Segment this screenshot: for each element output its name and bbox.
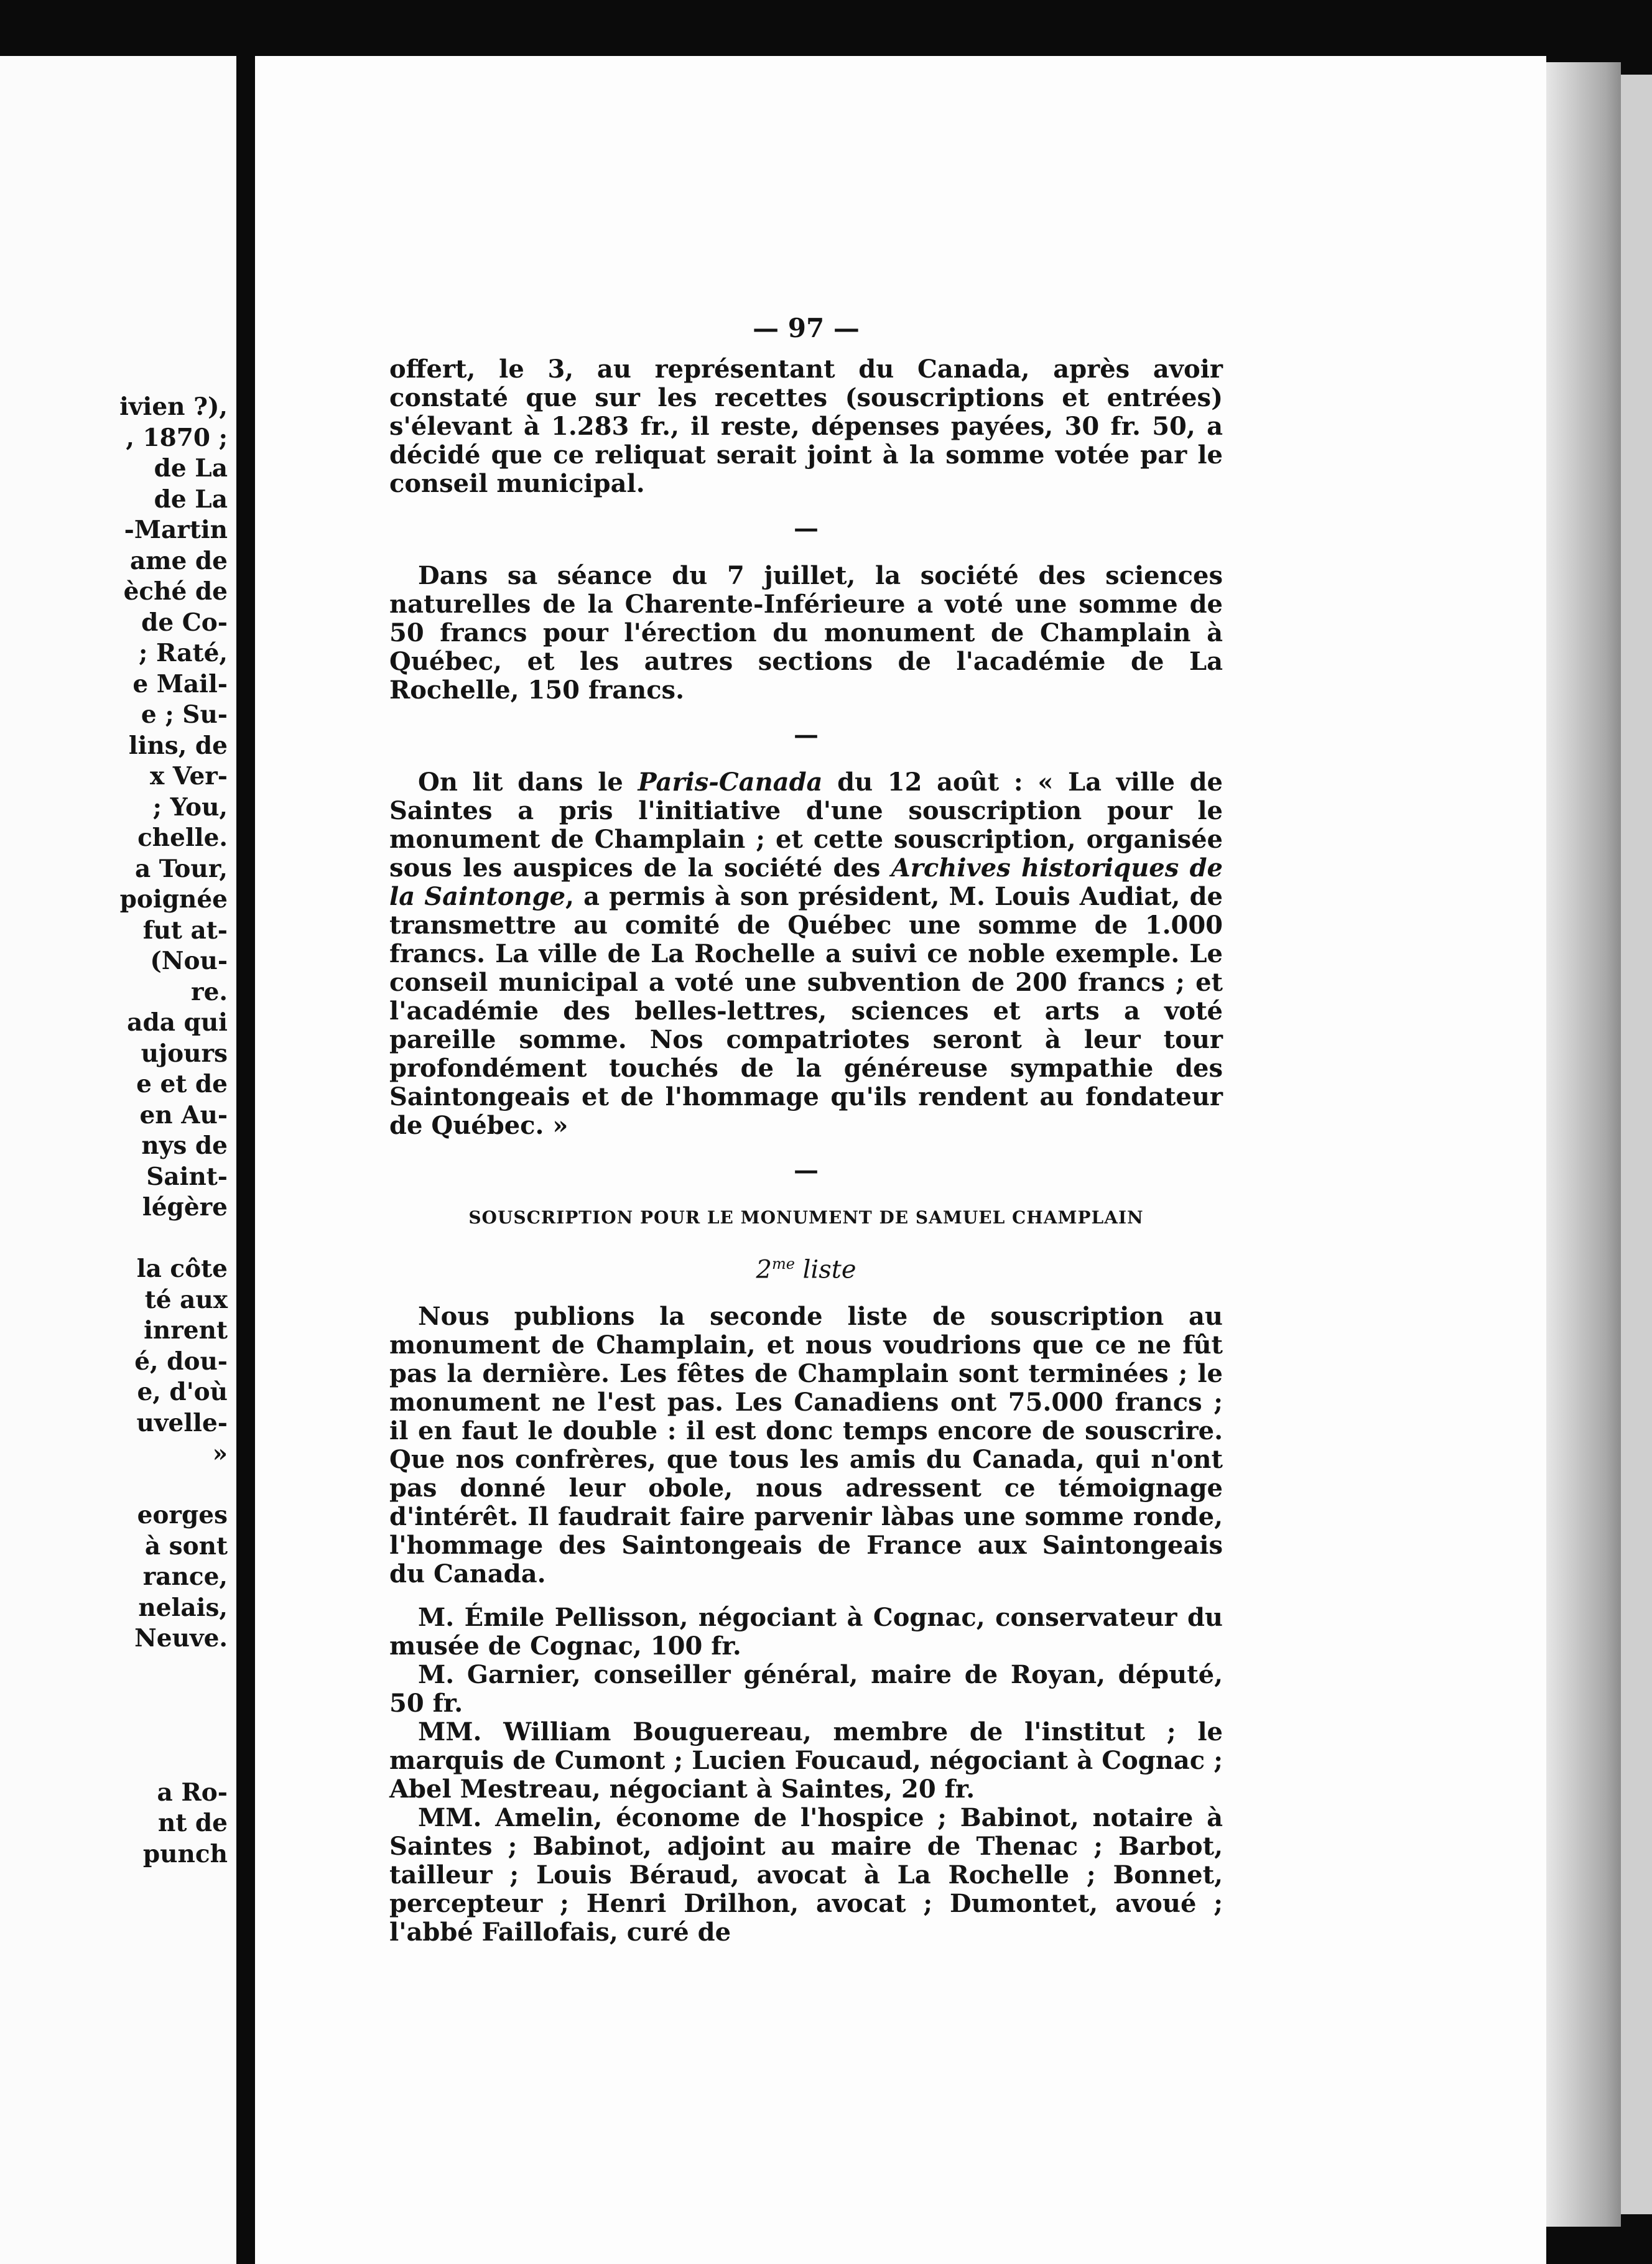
previous-page-fragment: Saint-: [146, 1162, 228, 1191]
list-item: MM. William Bouguereau, membre de l'institut ; le marquis de Cumont ; Lucien Foucaud, négociant à Cognac ; Abel Mestreau, négociant à Saintes, 20 fr.: [389, 1717, 1223, 1804]
para3-text-a: On lit dans le: [418, 768, 638, 797]
previous-page-fragment: ; Raté,: [139, 639, 228, 667]
list-word: liste: [794, 1255, 856, 1284]
journal-title: Paris-Canada: [638, 768, 823, 797]
list-item: M. Garnier, conseiller général, maire de Royan, député, 50 fr.: [389, 1660, 1223, 1719]
previous-page-fragment: »: [212, 1439, 228, 1468]
para3-text-c: , a permis à son président, M. Louis Audiat, de transmettre au comité de Québec une somme de 1.000 francs. La ville de La Rochelle a suivi ce noble exemple. Le conseil municipal a voté une subvention de 200 francs ; et l'académie des belles-lettres, sciences et arts a voté pareille somme. Nos compatriotes seront à leur tour profondément touchés de la généreuse sympathie des Saintongeais et de l'hommage qu'ils rendent au fondateur de Québec. »: [389, 882, 1223, 1140]
previous-page-fragment: la côte: [136, 1255, 228, 1283]
paragraph-2: Dans sa séance du 7 juillet, la société des sciences naturelles de la Charente-Inférieure a voté une somme de 50 francs pour l'érection du monument de Champlain à Québec, et les autres sections de l'académie de La Rochelle, 150 francs.: [389, 561, 1223, 705]
previous-page-fragment: à sont: [144, 1531, 228, 1561]
previous-page-fragment: e ; Su-: [141, 700, 228, 729]
subscriber-list: [389, 1603, 1223, 1947]
previous-page-fragment: de La: [154, 454, 228, 483]
previous-page-fragment: té aux: [144, 1285, 228, 1314]
previous-page-fragment: nt de: [157, 1809, 228, 1837]
previous-page-fragment: légère: [142, 1193, 228, 1222]
list-item: MM. Amelin, économe de l'hospice ; Babinot, notaire à Saintes ; Babinot, adjoint au maire de Thenac ; Barbot, tailleur ; Louis Béraud, avocat à La Rochelle ; Bonnet, percepteur ; Henri Drilhon, avocat ; Dumontet, avoué ; l'abbé Faillofais, curé de: [389, 1803, 1223, 1947]
separator-dash: —: [794, 1156, 819, 1185]
previous-page-fragment: re.: [191, 977, 228, 1006]
previous-page-fragment: èché de: [123, 577, 228, 606]
book-gutter: [236, 56, 255, 2264]
previous-page-fragment: e Mail-: [132, 669, 228, 698]
list-item: M. Émile Pellisson, négociant à Cognac, conservateur du musée de Cognac, 100 fr.: [389, 1603, 1223, 1661]
previous-page-fragment: de Co-: [141, 608, 228, 637]
previous-page-fragment: é, dou-: [134, 1347, 228, 1376]
paragraph-4: Nous publions la seconde liste de souscription au monument de Champlain, et nous voudrions que ce ne fût pas la dernière. Les fêtes de Champlain sont terminées ; le monument ne l'est pas. Les Canadiens ont 75.000 francs ; il en faut le double : il est donc temps encore de souscrire. Que nos confrères, que tous les amis du Canada, qui n'ont pas donné leur obole, nous adressent ce témoignage d'intérêt. Il faudrait faire parvenir làbas une somme ronde, l'hommage des Saintongeais de France aux Saintongeais du Canada.: [389, 1302, 1223, 1589]
previous-page-fragment: chelle.: [137, 823, 228, 852]
previous-page-text: [119, 392, 228, 1870]
separator-dash: —: [794, 514, 819, 543]
previous-page-fragment: Neuve.: [134, 1624, 228, 1653]
previous-page-fragment: x Ver-: [149, 762, 228, 791]
paragraph-1: offert, le 3, au représentant du Canada, après avoir constaté que sur les recettes (souscriptions et entrées) s'élevant à 1.283 fr., il reste, dépenses payées, 30 fr. 50, a décidé que ce reliquat serait joint à la somme votée par le conseil municipal.: [389, 355, 1223, 498]
previous-page-fragment: a Ro-: [157, 1778, 228, 1807]
previous-page-fragment: a Tour,: [134, 854, 228, 883]
previous-page-fragment: de La: [154, 485, 228, 514]
previous-page-fragment: e et de: [136, 1070, 228, 1098]
previous-page-fragment: fut at-: [142, 916, 228, 945]
previous-page-fragment: ame de: [129, 546, 228, 575]
previous-page-fragment: [119, 1685, 228, 1716]
previous-page-fragment: ada qui: [127, 1008, 228, 1037]
paragraph-3: [389, 768, 1223, 1140]
previous-page-fragment: inrent: [144, 1316, 228, 1345]
page-edges-outer: [1621, 75, 1652, 2214]
previous-page: [0, 56, 236, 2264]
previous-page-fragment: en Au-: [139, 1100, 228, 1130]
previous-page-fragment: [119, 1470, 228, 1501]
list-subheading: [389, 1250, 1223, 1284]
list-number-suffix: me: [771, 1255, 795, 1273]
previous-page-fragment: ivien ?),: [119, 392, 228, 421]
separator-dash: —: [794, 720, 819, 749]
section-heading: SOUSCRIPTION POUR LE MONUMENT DE SAMUEL CHAMPLAIN: [468, 1207, 1144, 1228]
previous-page-fragment: [119, 1223, 228, 1255]
previous-page-fragment: -Martin: [124, 516, 228, 544]
previous-page-fragment: punch: [142, 1839, 228, 1868]
previous-page-fragment: lins, de: [128, 731, 228, 760]
previous-page-fragment: [119, 1654, 228, 1686]
previous-page-fragment: (Nou-: [150, 947, 228, 975]
page-text-block: [389, 314, 1223, 1947]
previous-page-fragment: eorges: [137, 1501, 228, 1529]
previous-page-fragment: [119, 1716, 228, 1747]
archives-title: Archives historiques de la Saintonge: [389, 853, 1223, 911]
list-number: 2: [756, 1255, 772, 1284]
previous-page-fragment: ujours: [141, 1039, 228, 1068]
previous-page-fragment: , 1870 ;: [126, 423, 228, 452]
previous-page-fragment: e, d'où: [137, 1378, 228, 1406]
previous-page-fragment: [119, 1747, 228, 1778]
para3-text-b: du 12 août : « La ville de Saintes a pris l'initiative d'une souscription pour le monument de Champlain ; et cette souscription, organisée sous les auspices de la société des: [389, 768, 1223, 883]
previous-page-fragment: rance,: [142, 1562, 228, 1591]
page-number: — 97 —: [753, 313, 860, 343]
previous-page-fragment: nys de: [141, 1131, 228, 1160]
page-edges: [1546, 62, 1621, 2227]
previous-page-fragment: uvelle-: [136, 1408, 228, 1437]
previous-page-fragment: poignée: [119, 885, 228, 914]
previous-page-fragment: ; You,: [152, 792, 228, 822]
previous-page-fragment: nelais,: [138, 1593, 228, 1622]
